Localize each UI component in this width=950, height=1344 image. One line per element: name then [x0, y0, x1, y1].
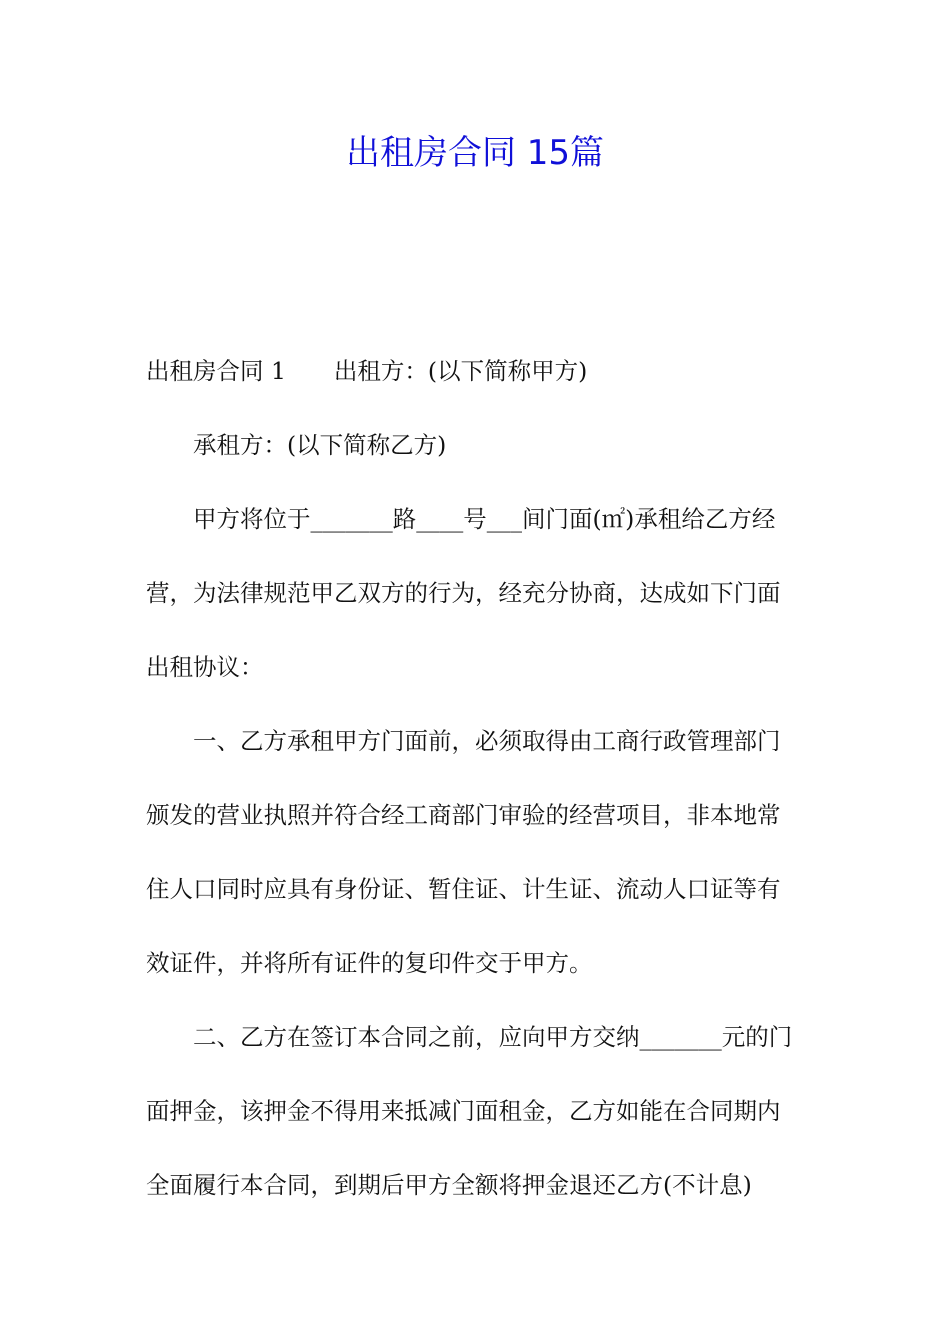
paragraph-line: 二、乙方在签订本合同之前，应向甲方交纳_______元的门: [193, 1023, 793, 1051]
paragraph-line: 全面履行本合同，到期后甲方全额将押金退还乙方(不计息): [146, 1171, 752, 1199]
paragraph-line: 一、乙方承租甲方门面前，必须取得由工商行政管理部门: [193, 727, 781, 755]
paragraph-line: 住人口同时应具有身份证、暂住证、计生证、流动人口证等有: [146, 875, 781, 903]
paragraph-line: 承租方：(以下简称乙方): [193, 431, 447, 459]
contract-heading: 出租房合同 1: [146, 357, 286, 385]
paragraph-line: [146, 334, 810, 408]
paragraph-line: 出租协议：: [146, 653, 264, 681]
paragraph-line: 面押金，该押金不得用来抵减门面租金，乙方如能在合同期内: [146, 1097, 781, 1125]
paragraph-line: 颁发的营业执照并符合经工商部门审验的经营项目，非本地常: [146, 801, 781, 829]
document-body: [146, 334, 810, 1222]
paragraph-line: 甲方将位于_______路____号___间门面(㎡)承租给乙方经: [193, 505, 776, 533]
paragraph-line: 效证件，并将所有证件的复印件交于甲方。: [146, 949, 593, 977]
lessor-label: 出租方：(以下简称甲方): [333, 357, 588, 385]
document-title: 出租房合同 15篇: [345, 133, 605, 173]
paragraph-line: 营，为法律规范甲乙双方的行为，经充分协商，达成如下门面: [146, 579, 781, 607]
